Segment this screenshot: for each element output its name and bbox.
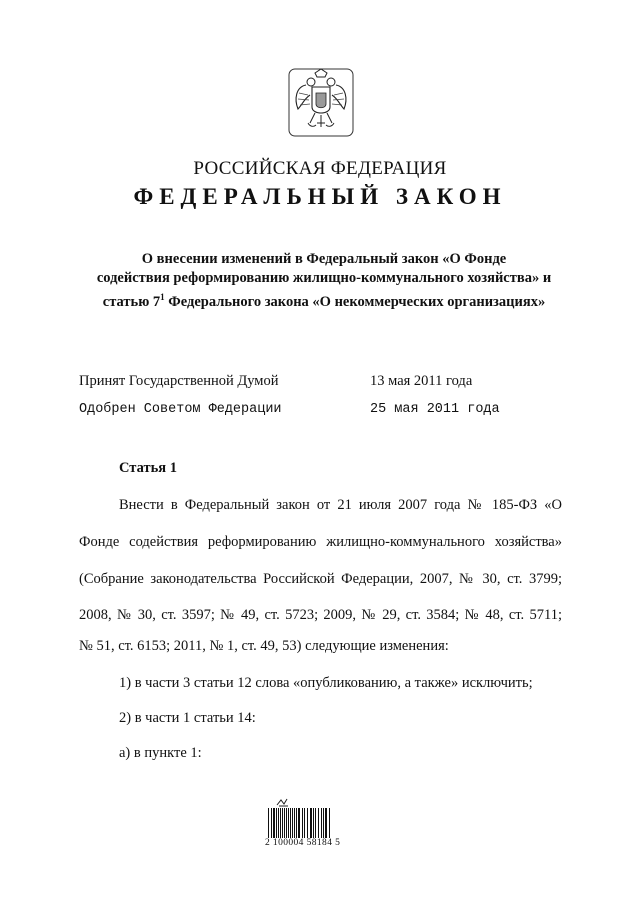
barcode-bar	[318, 808, 319, 838]
barcode-bar	[276, 808, 277, 838]
subject-line: содействия реформированию жилищно-коммунального хозяйства» и	[96, 270, 552, 286]
subject-line	[74, 288, 574, 312]
subject-line-post: Федерального закона «О некоммерческих организациях»	[164, 293, 546, 310]
article-paragraph-line: 2008, № 30, ст. 3597; № 49, ст. 5723; 2009, № 29, ст. 3584; № 48, ст. 5711;	[79, 607, 562, 623]
article-paragraph-line: № 51, ст. 6153; 2011, № 1, ст. 49, 53) следующие изменения:	[79, 638, 449, 654]
duma-adoption-label: Принят Государственной Думой	[79, 373, 279, 389]
barcode-bar	[273, 808, 275, 838]
barcode-bar	[310, 808, 312, 838]
article-item: 2) в части 1 статьи 14:	[119, 710, 256, 726]
barcode-bar	[271, 808, 272, 838]
barcode-bar	[284, 808, 285, 838]
barcode-bar	[292, 808, 293, 838]
barcode-bar	[315, 808, 316, 838]
barcode-bar	[280, 808, 281, 838]
article-heading: Статья 1	[119, 460, 177, 476]
barcode-bar	[325, 808, 327, 838]
subject-line: О внесении изменений в Федеральный закон «О Фонде	[141, 251, 507, 267]
barcode-bar	[304, 808, 305, 838]
article-paragraph-line: (Собрание законодательства Российской Федерации, 2007, № 30, ст. 3799;	[79, 571, 562, 587]
article-superscript: 1	[160, 292, 165, 302]
barcode-bar	[296, 808, 297, 838]
article-item: а) в пункте 1:	[119, 745, 202, 761]
barcode-bar	[268, 808, 269, 838]
barcode-bar	[294, 808, 295, 838]
council-approval-label: Одобрен Советом Федерации	[79, 402, 282, 417]
barcode-bar	[302, 808, 303, 838]
council-approval-date: 25 мая 2011 года	[370, 402, 500, 417]
barcode	[268, 808, 348, 838]
duma-adoption-date: 13 мая 2011 года	[370, 373, 473, 389]
barcode-bar	[313, 808, 314, 838]
article-paragraph-line: Внести в Федеральный закон от 21 июля 2007 года № 185-ФЗ «О	[119, 497, 562, 513]
article-paragraph-line: Фонде содействия реформированию жилищно-коммунального хозяйства»	[79, 534, 562, 550]
coat-of-arms-icon	[288, 65, 354, 137]
barcode-bar	[286, 808, 287, 838]
law-type-title: ФЕДЕРАЛЬНЫЙ ЗАКОН	[133, 184, 507, 209]
barcode-bar	[307, 808, 308, 838]
law-subject	[74, 250, 574, 312]
barcode-bar	[290, 808, 291, 838]
barcode-bar	[288, 808, 289, 838]
article-item: 1) в части 3 статьи 12 слова «опубликованию, а также» исключить;	[119, 675, 533, 691]
barcode-bar	[278, 808, 279, 838]
subject-line-pre: статью 7	[102, 293, 161, 310]
barcode-bar	[323, 808, 324, 838]
barcode-bar	[282, 808, 283, 838]
barcode-bar	[321, 808, 322, 838]
barcode-bar	[298, 808, 300, 838]
barcode-number: 2 100004 58184 5	[265, 838, 341, 848]
barcode-bar	[329, 808, 330, 838]
country-name: РОССИЙСКАЯ ФЕДЕРАЦИЯ	[193, 158, 447, 179]
